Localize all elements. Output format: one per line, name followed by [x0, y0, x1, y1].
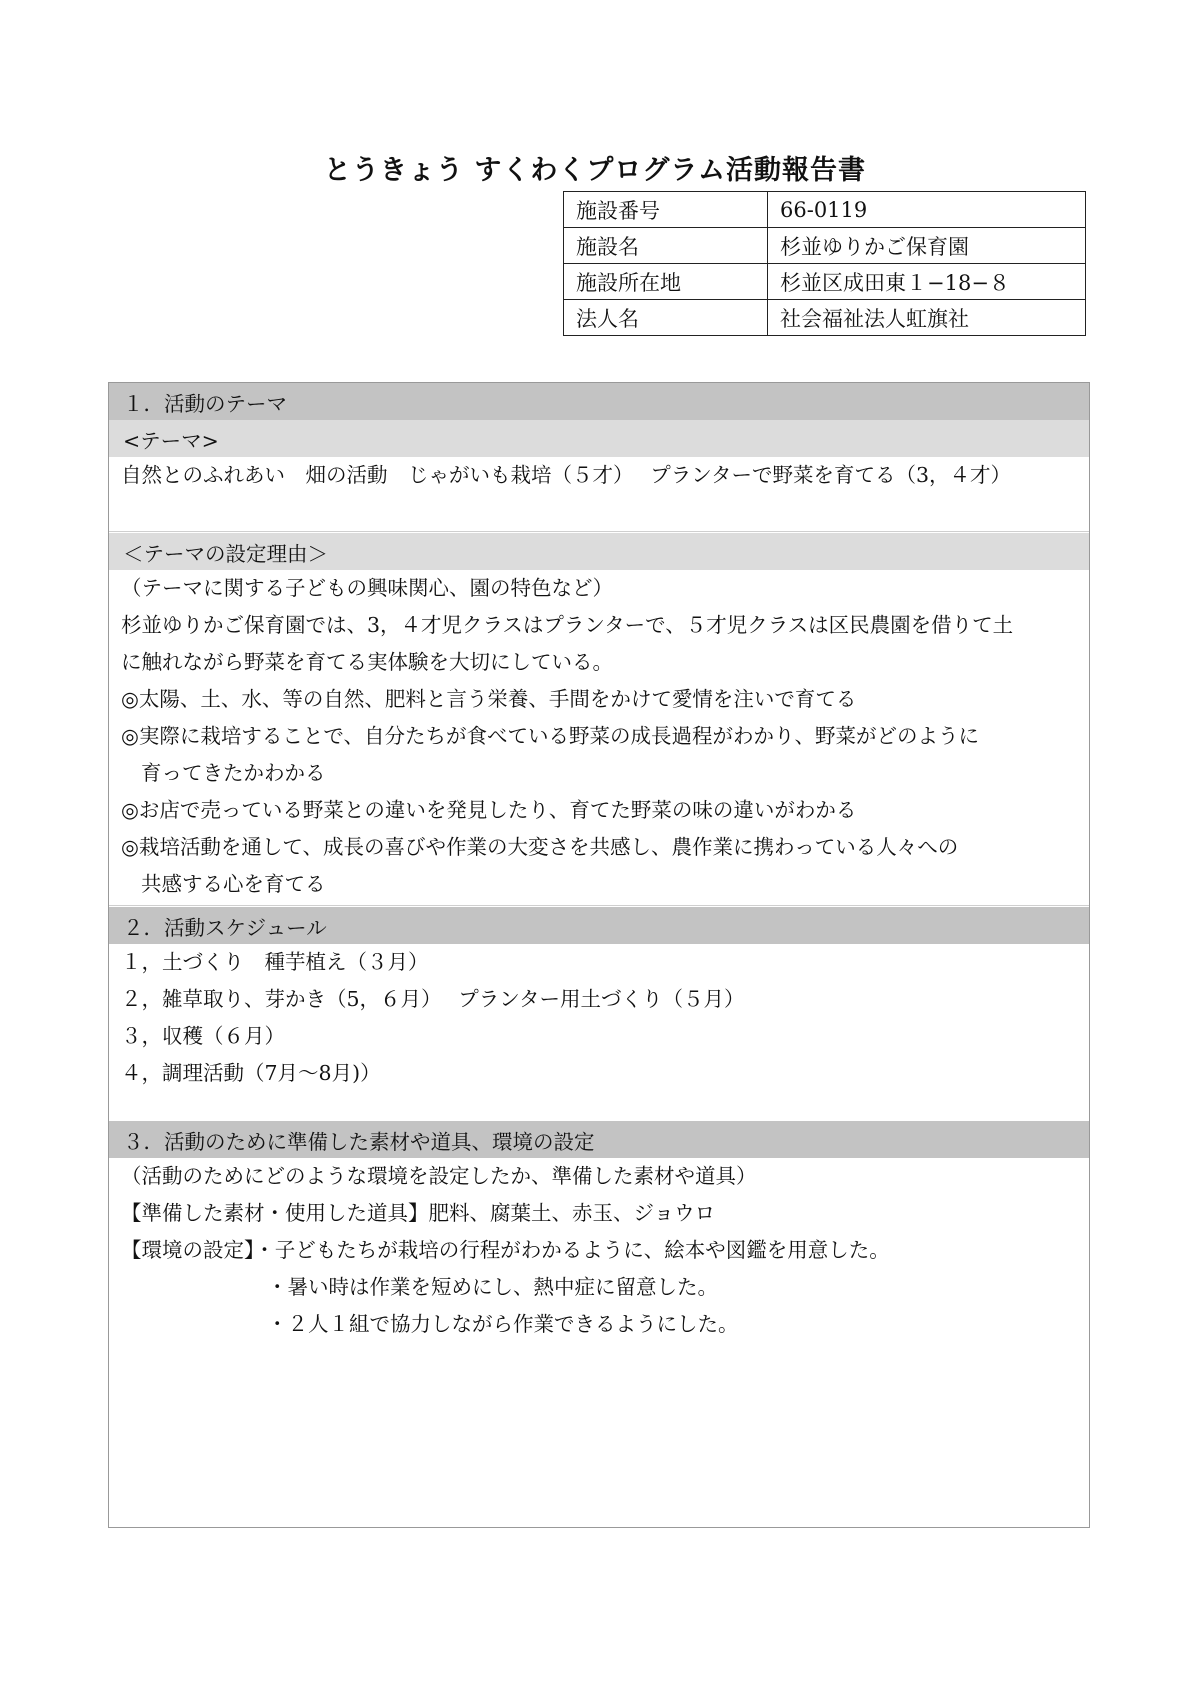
reason-line: 杉並ゆりかご保育園では、3，４才児クラスはプランターで、５才児クラスは区民農園を借りて土: [121, 613, 1014, 637]
reason-line: ◎太陽、土、水、等の自然、肥料と言う栄養、手間をかけて愛情を注いで育てる: [121, 687, 857, 711]
section1-heading: １．活動のテーマ: [109, 383, 1089, 420]
facility-info-table: [563, 191, 1086, 336]
facility-address-label: 施設所在地: [564, 264, 768, 300]
section3-heading: ３．活動のために準備した素材や道具、環境の設定: [109, 1121, 1089, 1158]
divider: [109, 531, 1089, 532]
table-row: [564, 228, 1086, 264]
materials-line: （活動のためにどのような環境を設定したか、準備した素材や道具）: [121, 1164, 757, 1188]
theme-heading: <テーマ>: [109, 420, 1089, 457]
reason-line: 育ってきたかわかる: [141, 761, 326, 785]
reason-line: ◎お店で売っている野菜との違いを発見したり、育てた野菜の味の違いがわかる: [121, 798, 857, 822]
list-item: ３，収穫（６月）: [121, 1024, 285, 1048]
list-item: １，土づくり 種芋植え（３月）: [121, 950, 429, 974]
facility-name-value: 杉並ゆりかご保育園: [768, 228, 1086, 264]
facility-address-value: 杉並区成田東１−18−８: [768, 264, 1086, 300]
reason-line: 共感する心を育てる: [141, 872, 326, 896]
facility-name-label: 施設名: [564, 228, 768, 264]
page-title: とうきょう すくわくプログラム活動報告書: [323, 155, 867, 186]
table-row: [564, 300, 1086, 336]
materials-line: ・暑い時は作業を短めにし、熱中症に留意した。: [267, 1275, 718, 1299]
list-item: ４，調理活動（7月〜8月)）: [121, 1061, 381, 1085]
materials-text: [121, 1158, 1083, 1343]
reason-line: ◎実際に栽培することで、自分たちが食べている野菜の成長過程がわかり、野菜がどのように: [121, 724, 979, 748]
materials-line: 【準備した素材・使用した道具】肥料、腐葉土、赤玉、ジョウロ: [121, 1201, 716, 1225]
reason-text: [121, 570, 1083, 903]
section2-heading: ２．活動スケジュール: [109, 907, 1089, 944]
reason-line: に触れながら野菜を育てる実体験を大切にしている。: [121, 650, 613, 674]
schedule-list: [121, 944, 1083, 1092]
facility-number-label: 施設番号: [564, 192, 768, 228]
reason-heading: ＜テーマの設定理由＞: [109, 533, 1089, 570]
divider: [109, 905, 1089, 906]
materials-line: ・２人１組で協力しながら作業できるようにした。: [267, 1312, 739, 1336]
reason-line: ◎栽培活動を通して、成長の喜びや作業の大変さを共感し、農作業に携わっている人々への: [121, 835, 959, 859]
list-item: ２，雑草取り、芽かき（5，６月） プランター用土づくり（５月）: [121, 987, 745, 1011]
theme-text: 自然とのふれあい 畑の活動 じゃがいも栽培（５才） プランターで野菜を育てる（3，４才）: [121, 463, 1011, 487]
corporation-name-label: 法人名: [564, 300, 768, 336]
reason-line: （テーマに関する子どもの興味関心、園の特色など）: [121, 576, 613, 600]
materials-line: 【環境の設定】・子どもたちが栽培の行程がわかるように、絵本や図鑑を用意した。: [121, 1238, 890, 1262]
report-body: [108, 382, 1090, 1528]
table-row: [564, 192, 1086, 228]
corporation-name-value: 社会福祉法人虹旗社: [768, 300, 1086, 336]
table-row: [564, 264, 1086, 300]
facility-number-value: 66-0119: [768, 192, 1086, 228]
